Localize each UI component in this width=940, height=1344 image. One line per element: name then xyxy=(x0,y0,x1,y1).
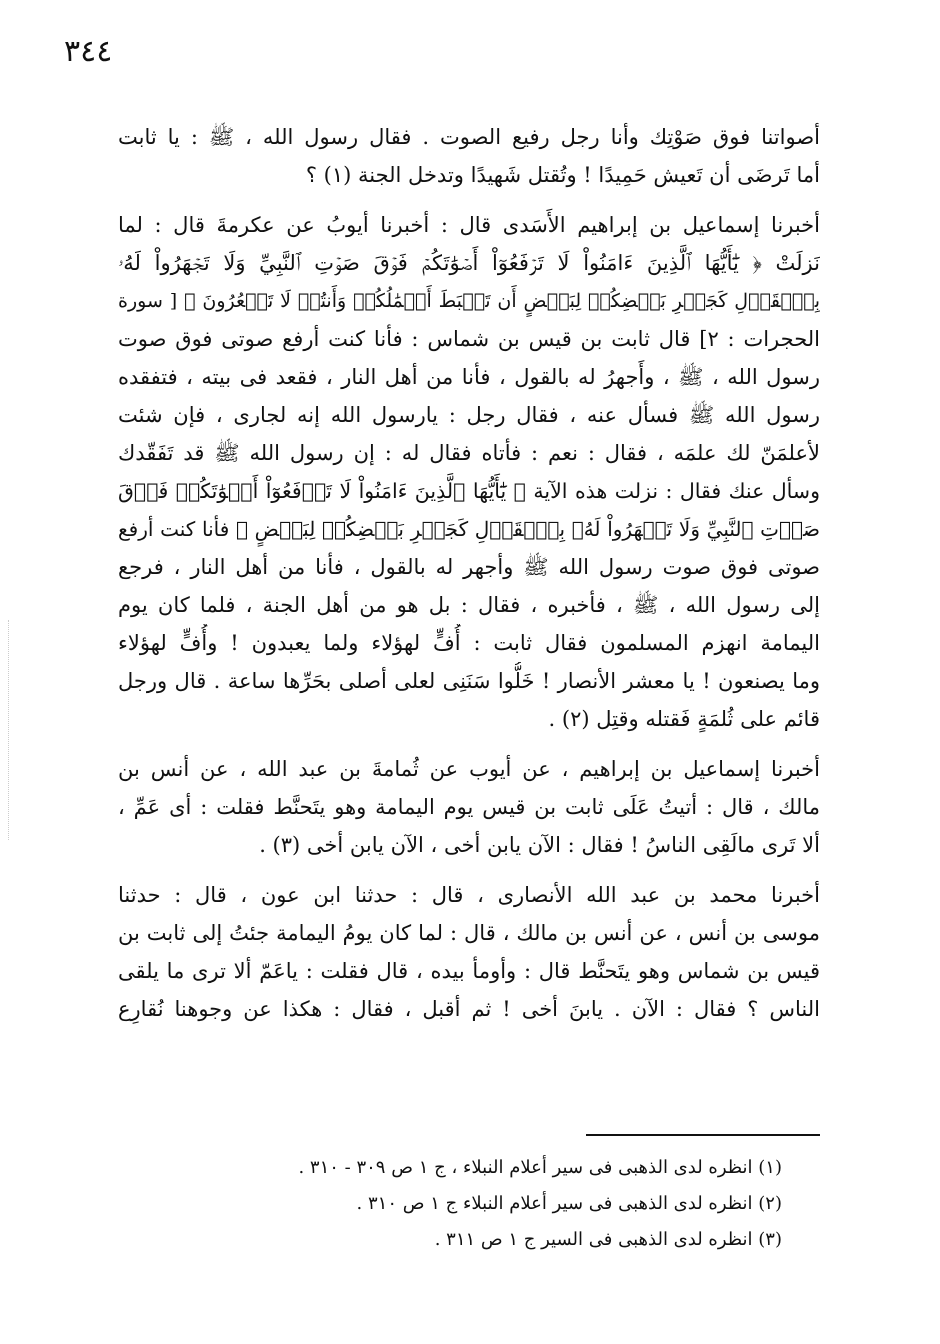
text-line: أخبرنا إسماعيل بن إبراهيم ، عن أيوب عن ثُمامةَ بن عبد الله ، عن أنس بن xyxy=(118,757,820,781)
text-line: صوتى فوق صوت رسول الله ﷺ وأجهر له بالقول ، فأنا من أهل النار ، فرجع xyxy=(118,555,820,579)
quran-verse-line: وسأل عنك فقال : نزلت هذه الآية ﴿ يَٰٓأَيُّهَا ٱلَّذِينَ ءَامَنُواْ لَا تَرۡفَعُوٓاْ أَصۡوَٰتَكُمۡ فَوۡقَ xyxy=(118,479,820,503)
footnote-divider xyxy=(586,1134,820,1136)
text-line: رسول الله ، ﷺ ، وأَجهرُ له بالقول ، فأنا من أهل النار ، فقعد فى بيته ، فتفقده xyxy=(118,365,820,389)
quran-verse-line: نَزلَتْ ﴿ يَٰٓأَيُّهَا ٱلَّذِينَ ءَامَنُواْ لَا تَرۡفَعُوٓاْ أَصۡوَٰتَكُمۡ فَوۡقَ صَوۡتِ ٱلنَّبِيِّ وَلَا تَجۡهَرُواْ لَهُۥ xyxy=(118,251,820,275)
text-line: وما يصنعون ! يا معشر الأنصار ! خَلُّوا سَنَنِى لعلى أصلى بحَرِّها ساعة . قال ورجل xyxy=(118,669,820,693)
scan-margin-mark xyxy=(8,620,11,840)
main-text xyxy=(118,118,820,1028)
text-line: قائم على ثُلمَةٍ فَقتله وقتِل (٢) . xyxy=(548,707,820,731)
text-line: أصواتنا فوق صَوْتِك وأنا رجل رفيع الصوت . فقال رسول الله ، ﷺ : يا ثابت xyxy=(118,125,820,149)
footnote-2: (٢) انظره لدى الذهبى فى سير أعلام النبلاء ج ١ ص ٣١٠ . xyxy=(356,1193,782,1214)
page-number: ٣٤٤ xyxy=(64,34,113,69)
footnote-3: (٣) انظره لدى الذهبى فى السير ج ١ ص ٣١١ . xyxy=(434,1229,782,1250)
text-line: الحجرات : ٢] قال ثابت بن قيس بن شماس : فأنا كنت أرفع صوتى فوق صوت xyxy=(118,327,820,351)
text-line: مالك ، قال : أتيتُ عَلَى ثابت بن قيس يوم اليمامة وهو يتَحنَّط فقلت : أى عَمِّ ، xyxy=(118,795,820,819)
text-line: أما تَرضَى أن تَعيش حَمِيدًا ! وتُقتل شَهيدًا وتدخل الجنة (١) ؟ xyxy=(305,163,820,187)
text-line: أخبرنا إسماعيل بن إبراهيم الأَسَدى قال : أخبرنا أيوبُ عن عكرمةَ قال : لما xyxy=(118,213,820,237)
quran-verse-line: بِٱلۡقَوۡلِ كَجَهۡرِ بَعۡضِكُمۡ لِبَعۡضٍ أَن تَحۡبَطَ أَعۡمَٰلُكُمۡ وَأَنتُمۡ لَا تَشۡعُرُونَ ﴾ [ سورة xyxy=(118,290,820,312)
text-line: أخبرنا محمد بن عبد الله الأنصارى ، قال : حدثنا ابن عون ، قال : حدثنا xyxy=(118,883,820,907)
text-line: اليمامة انهزم المسلمون فقال ثابت : أُفٍّ لهؤلاء ولما يعبدون ! وأُفٍّ لهؤلاء xyxy=(118,631,820,655)
paragraph-4 xyxy=(118,876,820,1028)
footnote-1: (١) انظره لدى الذهبى فى سير أعلام النبلاء ، ج ١ ص ٣٠٩ - ٣١٠ . xyxy=(298,1157,782,1178)
paragraph-1 xyxy=(118,118,820,194)
text-line: الناس ؟ فقال : الآن . يابنَ أخى ! ثم أقبل ، فقال : هكذا عن وجوهنا نُقارِع xyxy=(118,997,820,1021)
text-line: لأعلمَنّ لك علمَه ، فقال : نعم : فأتاه فقال له : إن رسول الله ﷺ قد تَفَقّدك xyxy=(118,441,820,465)
text-line: ألا تَرى مالَقِى الناسُ ! فقال : الآن يابن أخى ، الآن يابن أخى (٣) . xyxy=(259,833,820,857)
text-line: موسى بن أنس ، عن أنس بن مالك ، قال : لما كان يومُ اليمامة جئتُ إلى ثابت بن xyxy=(118,921,820,945)
paragraph-2 xyxy=(118,206,820,738)
text-line: قيس بن شماس وهو يتَحنَّط قال : وأومأ بيده ، قال فقلت : ياعَمّ ألا ترى ما يلقى xyxy=(118,959,820,983)
quran-verse-line: صَوۡتِ ٱلنَّبِيِّ وَلَا تَجۡهَرُواْ لَهُۥ بِٱلۡقَوۡلِ كَجَهۡرِ بَعۡضِكُمۡ لِبَعۡضٍ ﴾ فأنا كنت أرفع xyxy=(118,517,820,541)
paragraph-3 xyxy=(118,750,820,864)
footnotes xyxy=(240,1150,782,1258)
text-line: رسول الله ﷺ فسأل عنه ، فقال رجل : يارسول الله إنه لجارى ، فإن شئت xyxy=(118,403,820,427)
text-line: إلى رسول الله ، ﷺ ، فأخبره ، فقال : بل هو من أهل الجنة ، فلما كان يوم xyxy=(118,593,820,617)
